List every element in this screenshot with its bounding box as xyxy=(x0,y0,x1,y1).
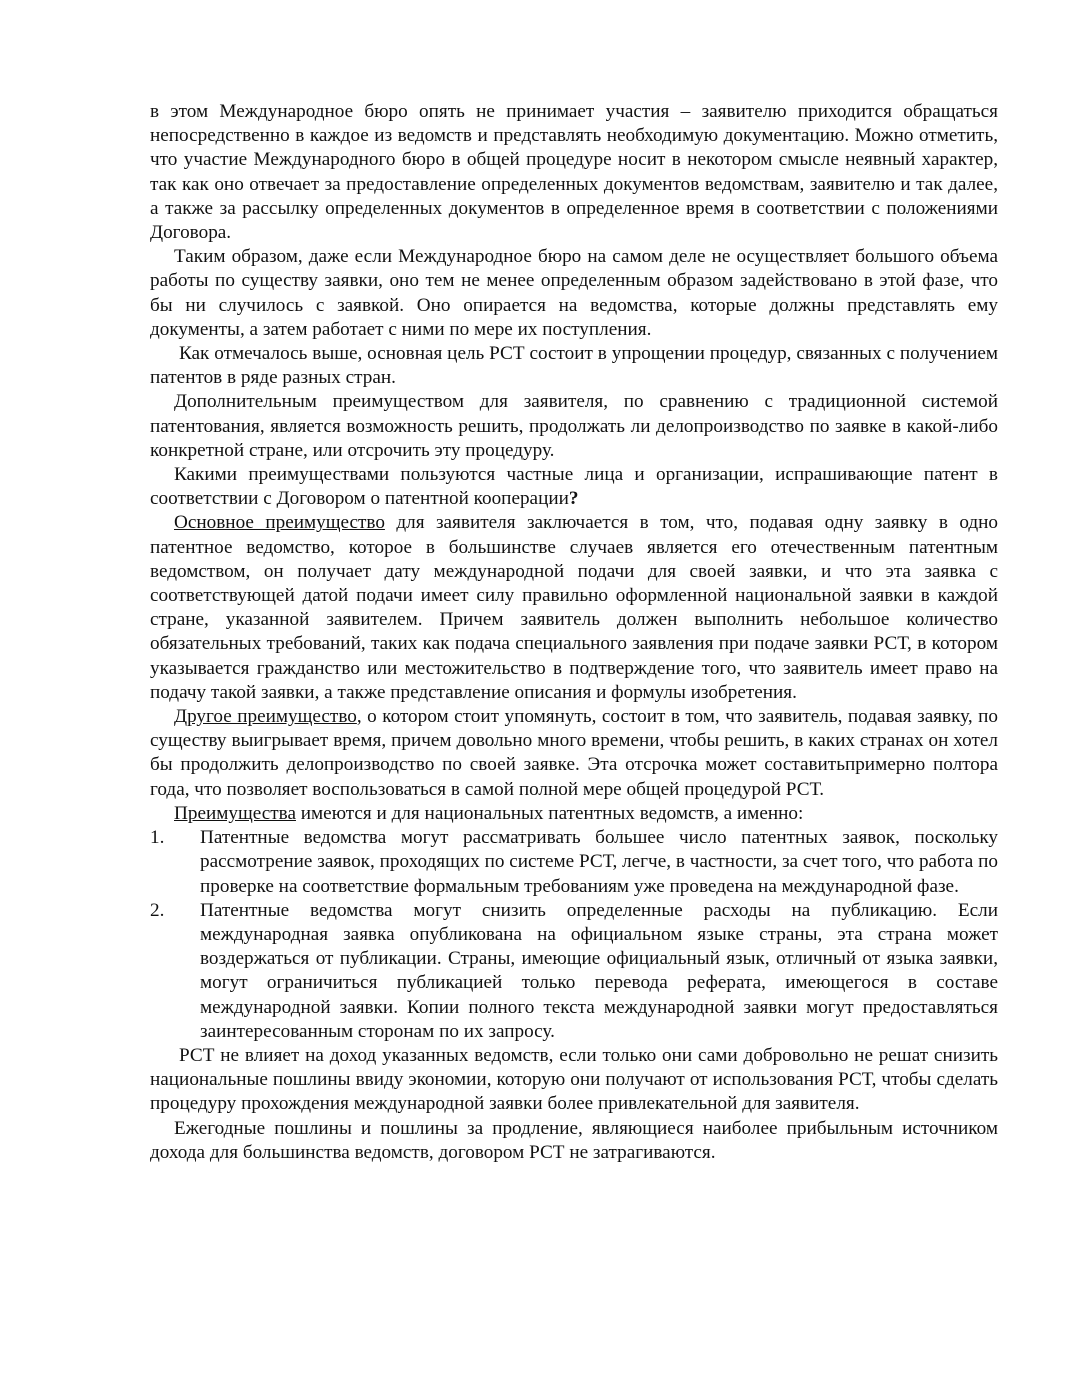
paragraph-3: Как отмечалось выше, основная цель РСТ состоит в упрощении процедур, связанных с получением патентов в ряде разных стран. xyxy=(150,343,998,389)
paragraph-5-question xyxy=(150,463,998,511)
list-item-number: 1. xyxy=(150,827,165,849)
paragraph-9: РСТ не влияет на доход указанных ведомств, если только они сами добровольно не решат снизить национальные пошлины ввиду экономии, которую они получают от использования РСТ, чтобы сделать процедуру прохождения международной заявки более привлекательной для заявителя. xyxy=(150,1044,998,1115)
paragraph-6-main-advantage xyxy=(150,511,998,705)
document-page xyxy=(150,100,998,1165)
office-advantages-heading: Преимущества xyxy=(174,802,296,824)
paragraph-2: Таким образом, даже если Международное бюро на самом деле не осуществляет большого объема работы по существу заявки, оно тем не менее определенным образом задействовано в этой фазе, что бы ни случилось с заявкой. Оно опирается на ведомства, которые должны представлять ему документы, а затем работает с ними по мере их поступления. xyxy=(150,246,998,340)
paragraph-7-other-advantage xyxy=(150,705,998,802)
question-mark: ? xyxy=(568,488,579,510)
paragraph-1: в этом Международное бюро опять не принимает участия – заявителю приходится обращаться непосредственно в каждое из ведомств и представлять необходимую документацию. Можно отметить, что участие Международного бюро в общей процедуре носит в некотором смысле неявный характер, так как оно отвечает за предоставление определенных документов ведомствам, заявителю и так далее, а также за рассылку определенных документов в определенное время в соответствии с положениями Договора. xyxy=(150,101,998,244)
list-item-text: Патентные ведомства могут рассматривать большее число патентных заявок, поскольку рассмотрение заявок, проходящих по системе РСТ, легче, в частности, за счет того, что работа по проверке на соответствие формальным требованиям уже проведена на международной фазе. xyxy=(200,827,998,897)
other-advantage-text: , о котором стоит упомянуть, состоит в том, что заявитель, подавая заявку, по существу выигрывает время, причем довольно много времени, чтобы решить, в каких странах он хотел бы продолжить делопроизводство по своей заявке. Эта отсрочка может составитьпримерно полтора года, что позволяет воспользоваться в самой полной мере общей процедурой РСТ. xyxy=(150,706,998,800)
main-advantage-heading: Основное преимущество xyxy=(174,512,385,534)
numbered-list xyxy=(150,826,998,1044)
paragraph-8-office-advantages xyxy=(150,802,998,826)
paragraph-4: Дополнительным преимуществом для заявителя, по сравнению с традиционной системой патентования, является возможность решить, продолжать ли делопроизводство по заявке в какой-либо конкретной стране, или отсрочить эту процедуру. xyxy=(150,391,998,461)
list-item xyxy=(150,899,998,1044)
paragraph-10: Ежегодные пошлины и пошлины за продление, являющиеся наиболее прибыльным источником дохода для большинства ведомств, договором РСТ не затрагиваются. xyxy=(150,1117,998,1163)
main-advantage-text: для заявителя заключается в том, что, подавая одну заявку в одно патентное ведомство, которое в большинстве случаев является его отечественным патентным ведомством, он получает дату международной подачи для своей заявки, и что эта заявка с соответствующей датой подачи имеет силу правильно оформленной национальной заявки в каждой стране, указанной заявителем. Причем заявитель должен выполнить небольшое количество обязательных требований, таких как подача специального заявления при подаче заявки РСТ, в котором указывается гражданство или местожительство в подтверждение того, что заявитель имеет право на подачу такой заявки, а также представление описания и формулы изобретения. xyxy=(150,512,998,703)
list-item-number: 2. xyxy=(150,899,165,921)
other-advantage-heading: Другое преимущество xyxy=(174,706,357,728)
list-item-text: Патентные ведомства могут снизить определенные расходы на публикацию. Если международная заявка опубликована на официальном языке страны, эта страна может воздержаться от публикации. Страны, имеющие официальный язык, отличный от языка заявки, могут ограничиться публикацией только перевода реферата, имеющегося в составе международной заявки. Копии полного текста международной заявки могут предоставляться заинтересованным сторонам по их запросу. xyxy=(200,899,998,1042)
list-item xyxy=(150,826,998,899)
office-advantages-text: имеются и для национальных патентных ведомств, а именно: xyxy=(295,802,804,824)
question-text: Какими преимуществами пользуются частные лица и организации, испрашивающие патент в соответствии с Договором о патентной кооперации xyxy=(150,464,998,510)
